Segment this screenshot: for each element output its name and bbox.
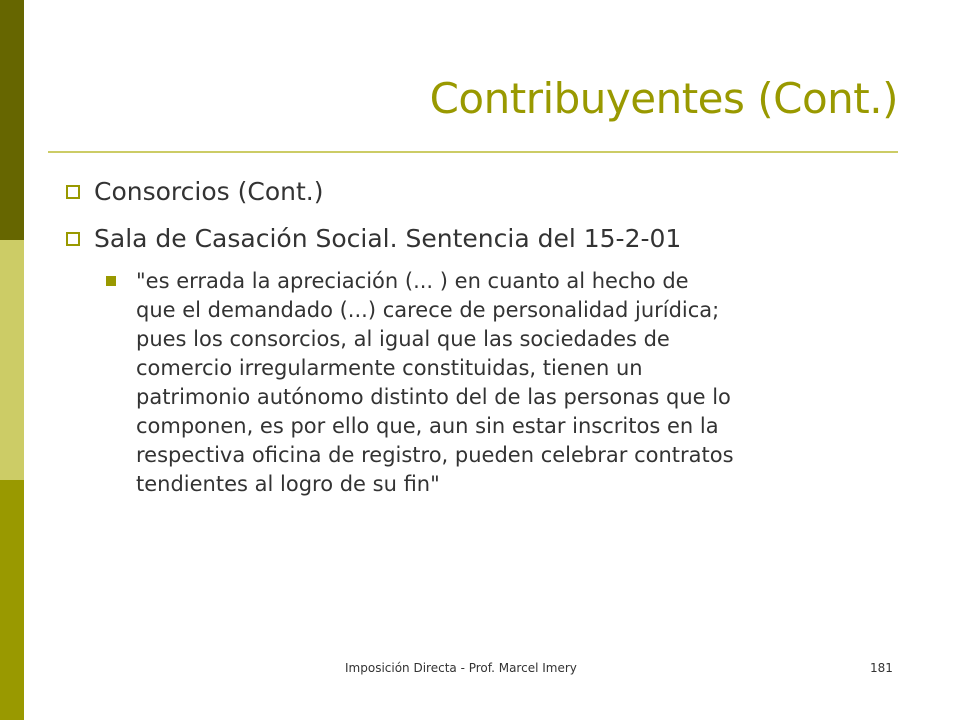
quote-line: patrimonio autónomo distinto del de las personas que lo [136, 385, 731, 409]
footer-caption: Imposición Directa - Prof. Marcel Imery [345, 661, 577, 675]
quote-line: respectiva oficina de registro, pueden celebrar contratos [136, 443, 734, 467]
quote-line: pues los consorcios, al igual que las sociedades de [136, 327, 670, 351]
sub-bullet-quote [106, 267, 896, 499]
page-number: 181 [870, 661, 893, 675]
side-stripe-middle [0, 240, 24, 480]
quote-line: componen, es por ello que, aun sin estar inscritos en la [136, 414, 719, 438]
filled-square-bullet-icon [106, 276, 116, 286]
side-stripe-bottom [0, 480, 24, 720]
quote-text [136, 267, 896, 499]
title-divider [48, 151, 898, 153]
hollow-square-bullet-icon [66, 185, 80, 199]
quote-line: "es errada la apreciación (... ) en cuanto al hecho de [136, 269, 689, 293]
hollow-square-bullet-icon [66, 232, 80, 246]
bullet-text: Sala de Casación Social. Sentencia del 15-2-01 [94, 224, 682, 253]
bullet-text: Consorcios (Cont.) [94, 177, 324, 206]
bullet-item-consorcios [66, 177, 323, 206]
quote-line: que el demandado (...) carece de personalidad jurídica; [136, 298, 720, 322]
slide-title: Contribuyentes (Cont.) [429, 74, 898, 123]
bullet-item-sentencia [66, 224, 681, 253]
quote-line: tendientes al logro de su fin" [136, 472, 440, 496]
quote-line: comercio irregularmente constituidas, tienen un [136, 356, 643, 380]
side-stripe-top [0, 0, 24, 240]
